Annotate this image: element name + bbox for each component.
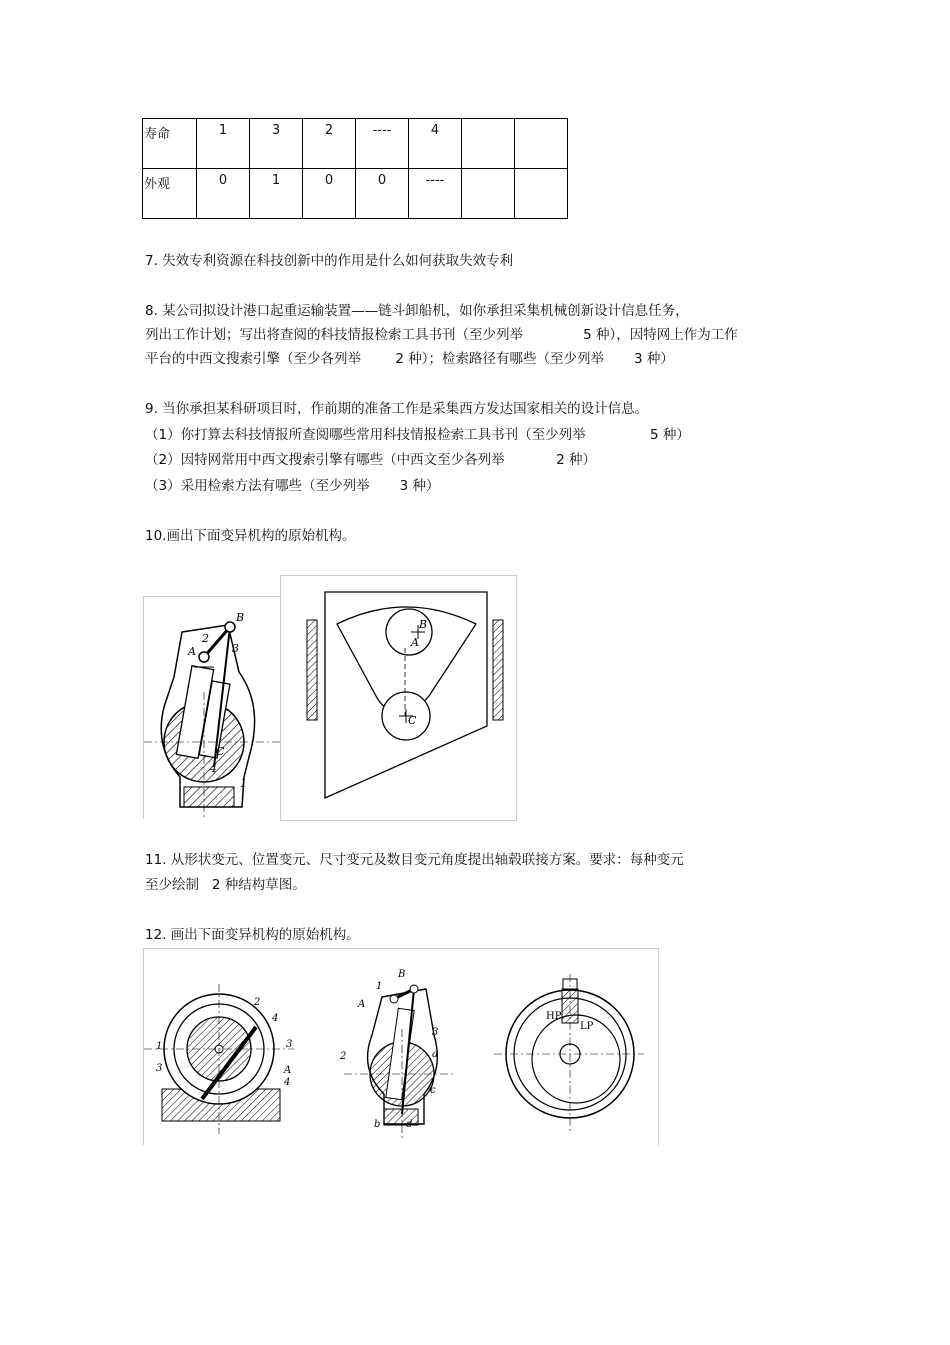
question-12: 12. 画出下面变异机构的原始机构。 [145,927,360,943]
table-cell: 1 [197,119,250,169]
label-2: 2 [202,632,209,645]
label-c: C [216,745,225,758]
table-row [143,119,568,169]
score-table [142,118,568,219]
question-10: 10.画出下面变异机构的原始机构。 [145,528,356,544]
label-lp: LP [580,1021,594,1032]
label-hp: HP [546,1011,562,1022]
label-c: c [430,1085,436,1096]
table-cell [462,169,515,219]
label-c: C [408,714,417,727]
table-cell: 0 [303,169,356,219]
table-cell [462,119,515,169]
table-cell: 4 [409,119,462,169]
label-a: A [188,645,196,658]
table-cell: 0 [197,169,250,219]
question-9-line-4: （3）采用检索方法有哪些（至少列举 3 种） [145,478,440,494]
label-4b: 4 [284,1077,291,1088]
table-cell [515,169,568,219]
question-9-line-3: （2）因特网常用中西文搜索引擎有哪些（中西文至少各列举 2 种） [145,452,596,468]
question-11-line-2: 至少绘制 2 种结构草图。 [145,877,306,893]
figure-12 [143,948,659,1145]
label-a-lower: a [432,1049,438,1060]
table-cell: 外观 [143,169,197,219]
question-8-line-1: 8. 某公司拟设计港口起重运输装置——链斗卸船机，如你承担采集机械创新设计信息任务， [145,303,689,319]
label-3: 3 [156,1063,163,1074]
label-2: 2 [340,1051,347,1062]
table-cell: 2 [303,119,356,169]
figure-10a-drawing [144,597,281,819]
table-cell: 0 [356,169,409,219]
question-11-line-1: 11. 从形状变元、位置变元、尺寸变元及数目变元角度提出轴毂联接方案。要求：每种变元 [145,852,684,868]
label-b: B [398,969,406,980]
question-9-line-2: （1）你打算去科技情报所查阅哪些常用科技情报检索工具书刊（至少列举 5 种） [145,427,690,443]
label-a-upper: A [358,999,366,1010]
label-1: 1 [240,777,247,790]
label-b-lower: b [374,1119,381,1130]
figure-12a [144,984,294,1134]
label-1: 1 [376,981,383,992]
table-cell [515,119,568,169]
label-d: d [406,1119,413,1130]
label-1: 1 [156,1041,163,1052]
table-cell: ---- [356,119,409,169]
table-cell: 寿命 [143,119,197,169]
label-a: A [411,636,419,649]
table-cell: ---- [409,169,462,219]
label-3: 3 [232,642,239,655]
label-4: 4 [272,1013,279,1024]
table-cell: 3 [250,119,303,169]
question-9-line-1: 9. 当你承担某科研项目时，作前期的准备工作是采集西方发达国家相关的设计信息。 [145,401,649,417]
table-row [143,169,568,219]
figure-10b [280,575,517,821]
label-b: B [419,618,428,631]
label-b: B [236,611,245,624]
question-8-line-3: 平台的中西文搜索引擎（至少各列举 2 种）；检索路径有哪些（至少列举 3 种） [145,351,674,367]
label-3: 3 [432,1027,439,1038]
figure-10b-drawing [281,576,516,820]
table-cell: 1 [250,169,303,219]
question-8-line-2: 列出工作计划；写出将查阅的科技情报检索工具书刊（至少列举 5 种），因特网上作为工作 [145,327,738,343]
label-2: 2 [254,997,261,1008]
figure-12b [339,969,454,1139]
figure-12c [494,974,644,1134]
question-7: 7. 失效专利资源在科技创新中的作用是什么如何获取失效专利 [145,253,514,269]
label-3b: 3 [286,1039,293,1050]
figure-10a [143,596,281,819]
figure-12-drawing [144,949,658,1145]
label-a: A [284,1065,292,1076]
label-4: 4 [210,762,217,775]
